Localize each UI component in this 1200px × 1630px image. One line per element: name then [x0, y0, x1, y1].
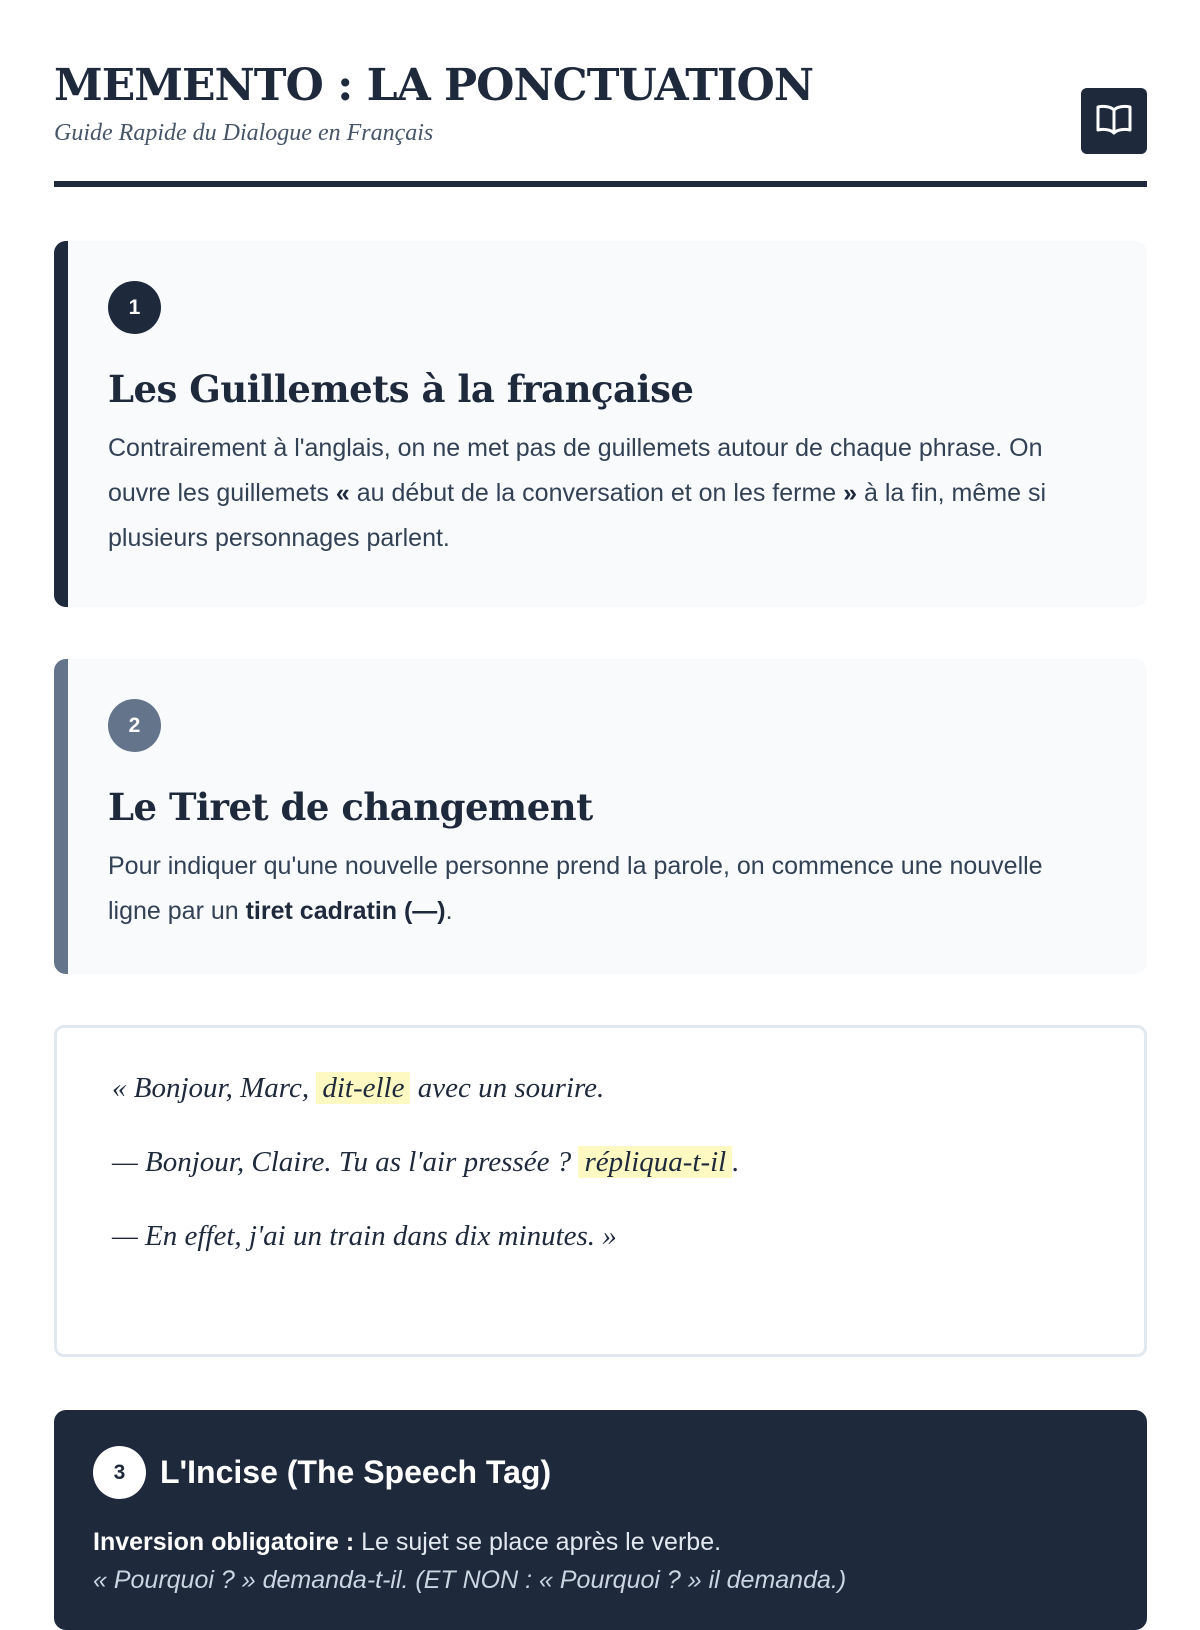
section-text: [108, 426, 1095, 561]
section-number-badge: 1: [108, 281, 161, 334]
incise-body: [93, 1523, 1108, 1599]
text-segment: .: [445, 897, 453, 925]
text-segment: au début de la conversation et on les ferme: [349, 479, 844, 507]
dialogue-line: [112, 1142, 1144, 1216]
rule-text: Le sujet se place après le verbe.: [354, 1528, 722, 1556]
section-number-badge: 3: [93, 1446, 146, 1499]
dialogue-text: « Bonjour, Marc,: [112, 1072, 317, 1104]
tiret-cadratin: tiret cadratin (—): [245, 897, 446, 925]
speech-tag-highlight: dit-elle: [316, 1072, 410, 1104]
section-title: Le Tiret de changement: [108, 785, 593, 829]
dialogue-line: [112, 1216, 1144, 1290]
dialogue-text: .: [732, 1146, 740, 1178]
closing-guillemet: »: [843, 479, 858, 507]
text-segment: à la fin, même si plusieurs personnages parlent.: [108, 479, 1047, 552]
section-card-guillemets: [54, 241, 1147, 607]
book-button[interactable]: [1081, 88, 1147, 154]
incise-rule: [93, 1523, 1108, 1561]
incise-example: « Pourquoi ? » demanda-t-il. (ET NON : « Pourquoi ? » il demanda.): [93, 1566, 847, 1594]
dialogue-text: — En effet, j'ai un train dans dix minutes. »: [112, 1220, 617, 1252]
text-segment: Contrairement à l'anglais, on ne met pas de guillemets autour de chaque phrase. On ouvre les guillemets: [108, 434, 1043, 507]
rule-label: Inversion obligatoire :: [93, 1528, 355, 1556]
dialogue-line: [112, 1068, 1144, 1142]
section-title: L'Incise (The Speech Tag): [160, 1454, 552, 1490]
dialogue-text: — Bonjour, Claire. Tu as l'air pressée ?: [112, 1146, 579, 1178]
book-open-icon: [1095, 103, 1133, 140]
incise-header: [93, 1446, 1108, 1499]
page-subtitle: Guide Rapide du Dialogue en Français: [54, 120, 434, 146]
dialogue-example: [54, 1025, 1147, 1357]
section-title: Les Guillemets à la française: [108, 367, 694, 411]
section-text: [108, 844, 1095, 934]
section-card-incise: [54, 1410, 1147, 1630]
section-card-tiret: [54, 659, 1147, 974]
dialogue-text: avec un sourire.: [410, 1072, 605, 1104]
section-number-badge: 2: [108, 699, 161, 752]
header-divider: [54, 181, 1147, 187]
opening-guillemet: «: [335, 479, 350, 507]
speech-tag-highlight: répliqua-t-il: [578, 1146, 732, 1178]
header: [54, 56, 1147, 147]
text-segment: Pour indiquer qu'une nouvelle personne prend la parole, on commence une nouvelle ligne par un: [108, 852, 1043, 925]
page-title: MEMENTO : LA PONCTUATION: [54, 60, 814, 111]
